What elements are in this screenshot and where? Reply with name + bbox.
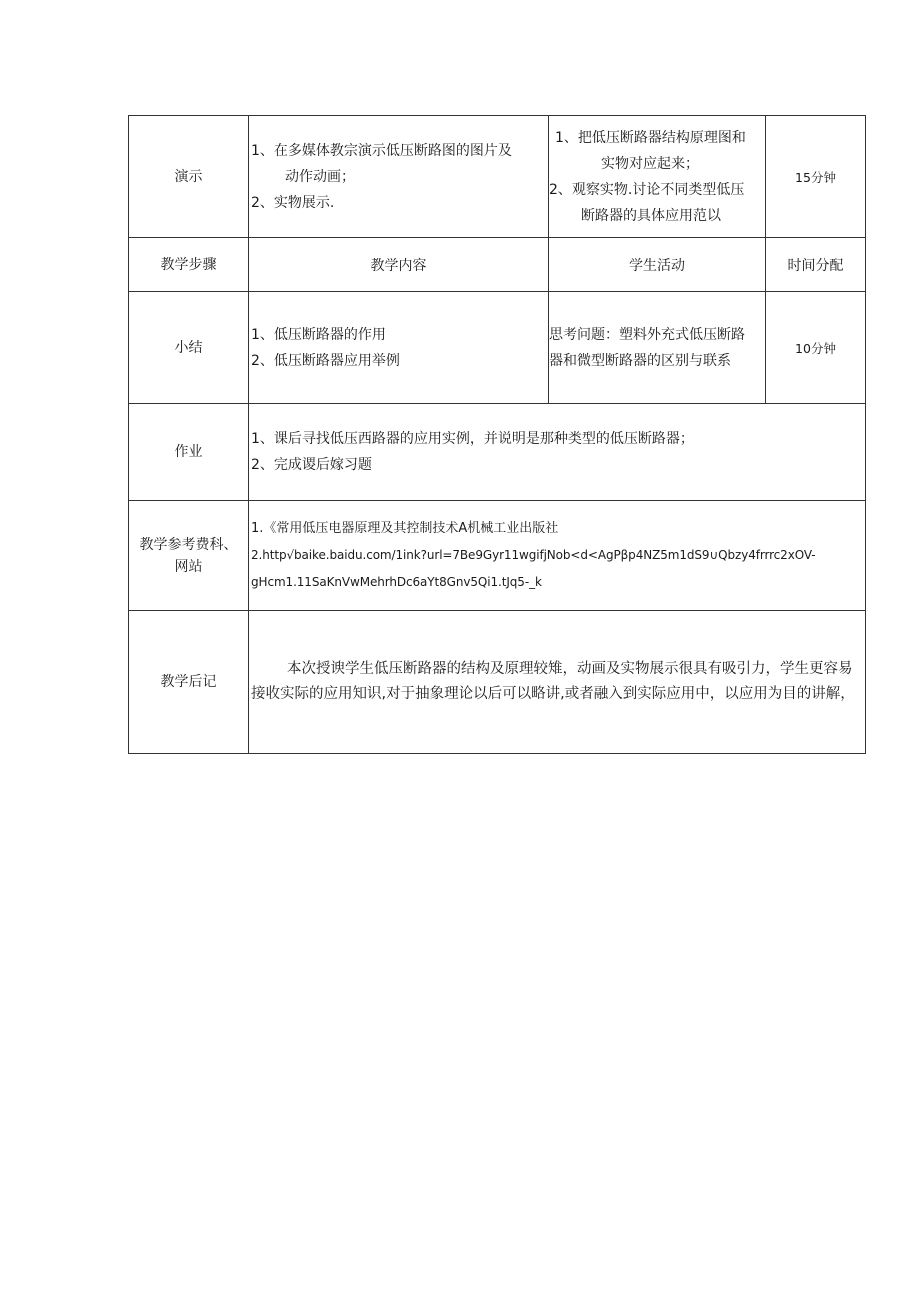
content-summary-line-2: 2、低压断路器应用举例 (251, 352, 400, 369)
row-demo (129, 116, 866, 238)
row-reflection (129, 611, 866, 754)
step-demo: 演示 (129, 116, 249, 238)
step-summary: 小结 (129, 292, 249, 404)
activity-demo-line-3: 2、观察实物.讨论不同类型低压 (549, 181, 745, 198)
step-homework: 作业 (129, 404, 249, 501)
activity-demo-line-4: 断路器的具体应用范以 (581, 207, 721, 224)
time-demo: 15分钟 (766, 116, 866, 238)
step-reflection: 教学后记 (129, 611, 249, 754)
row-references (129, 501, 866, 611)
header-step: 教学步骤 (129, 238, 249, 292)
reference-url-line-1: 2.http√baike.baidu.com/1ink?url=7Be9Gyr11wgifjNob<d<AgPβp4NZ5m1dS9∪Qbzy4frrrc2xOV- (251, 548, 816, 562)
step-references: 教学参考费科、网站 (129, 501, 249, 611)
header-content: 教学内容 (249, 238, 549, 292)
reference-url-line-2: gHcm1.11SaKnVwMehrhDc6aYt8Gnv5Qi1.tJq5-_k (251, 575, 542, 589)
content-homework (249, 404, 866, 501)
header-activity: 学生活动 (549, 238, 766, 292)
activity-summary (549, 292, 766, 404)
content-summary-line-1: 1、低压断路器的作用 (251, 326, 386, 343)
content-demo-line-3: 2、实物展示. (251, 194, 335, 211)
row-summary (129, 292, 866, 404)
content-summary (249, 292, 549, 404)
content-demo (249, 116, 549, 238)
reflection-paragraph: 本次授谀学生低压断路器的结构及原理较雉，动画及实物展示很具有吸引力，学生更容易接收实际的应用知识,对于抽象理论以后可以略讲,或者融入到实际应用中，以应用为目的讲解， (251, 661, 855, 702)
time-summary: 10分钟 (766, 292, 866, 404)
content-reflection (249, 611, 866, 754)
reference-book: 1.《常用低压电器原理及其控制技术A机械工业出版社 (251, 521, 559, 536)
row-header (129, 238, 866, 292)
header-time: 时间分配 (766, 238, 866, 292)
content-demo-line-2: 动作动画； (285, 168, 355, 185)
activity-demo (549, 116, 766, 238)
content-homework-line-1: 1、课后寻找低压西路器的应用实例，并说明是那种类型的低压断路器； (251, 431, 694, 447)
content-homework-line-2: 2、完成谡后嫁习题 (251, 457, 372, 473)
content-demo-line-1: 1、在多媒体教宗演示低压断路图的图片及 (251, 142, 512, 159)
activity-summary-line-1: 思考问题：塑料外充式低压断路 (549, 326, 745, 343)
row-homework (129, 404, 866, 501)
activity-demo-line-1: 1、把低压断路器结构原理图和 (555, 129, 746, 146)
activity-summary-line-2: 器和微型断路器的区别与联系 (549, 352, 731, 369)
activity-demo-line-2: 实物对应起来； (601, 155, 699, 172)
content-references (249, 501, 866, 611)
lesson-plan-table (128, 115, 866, 754)
